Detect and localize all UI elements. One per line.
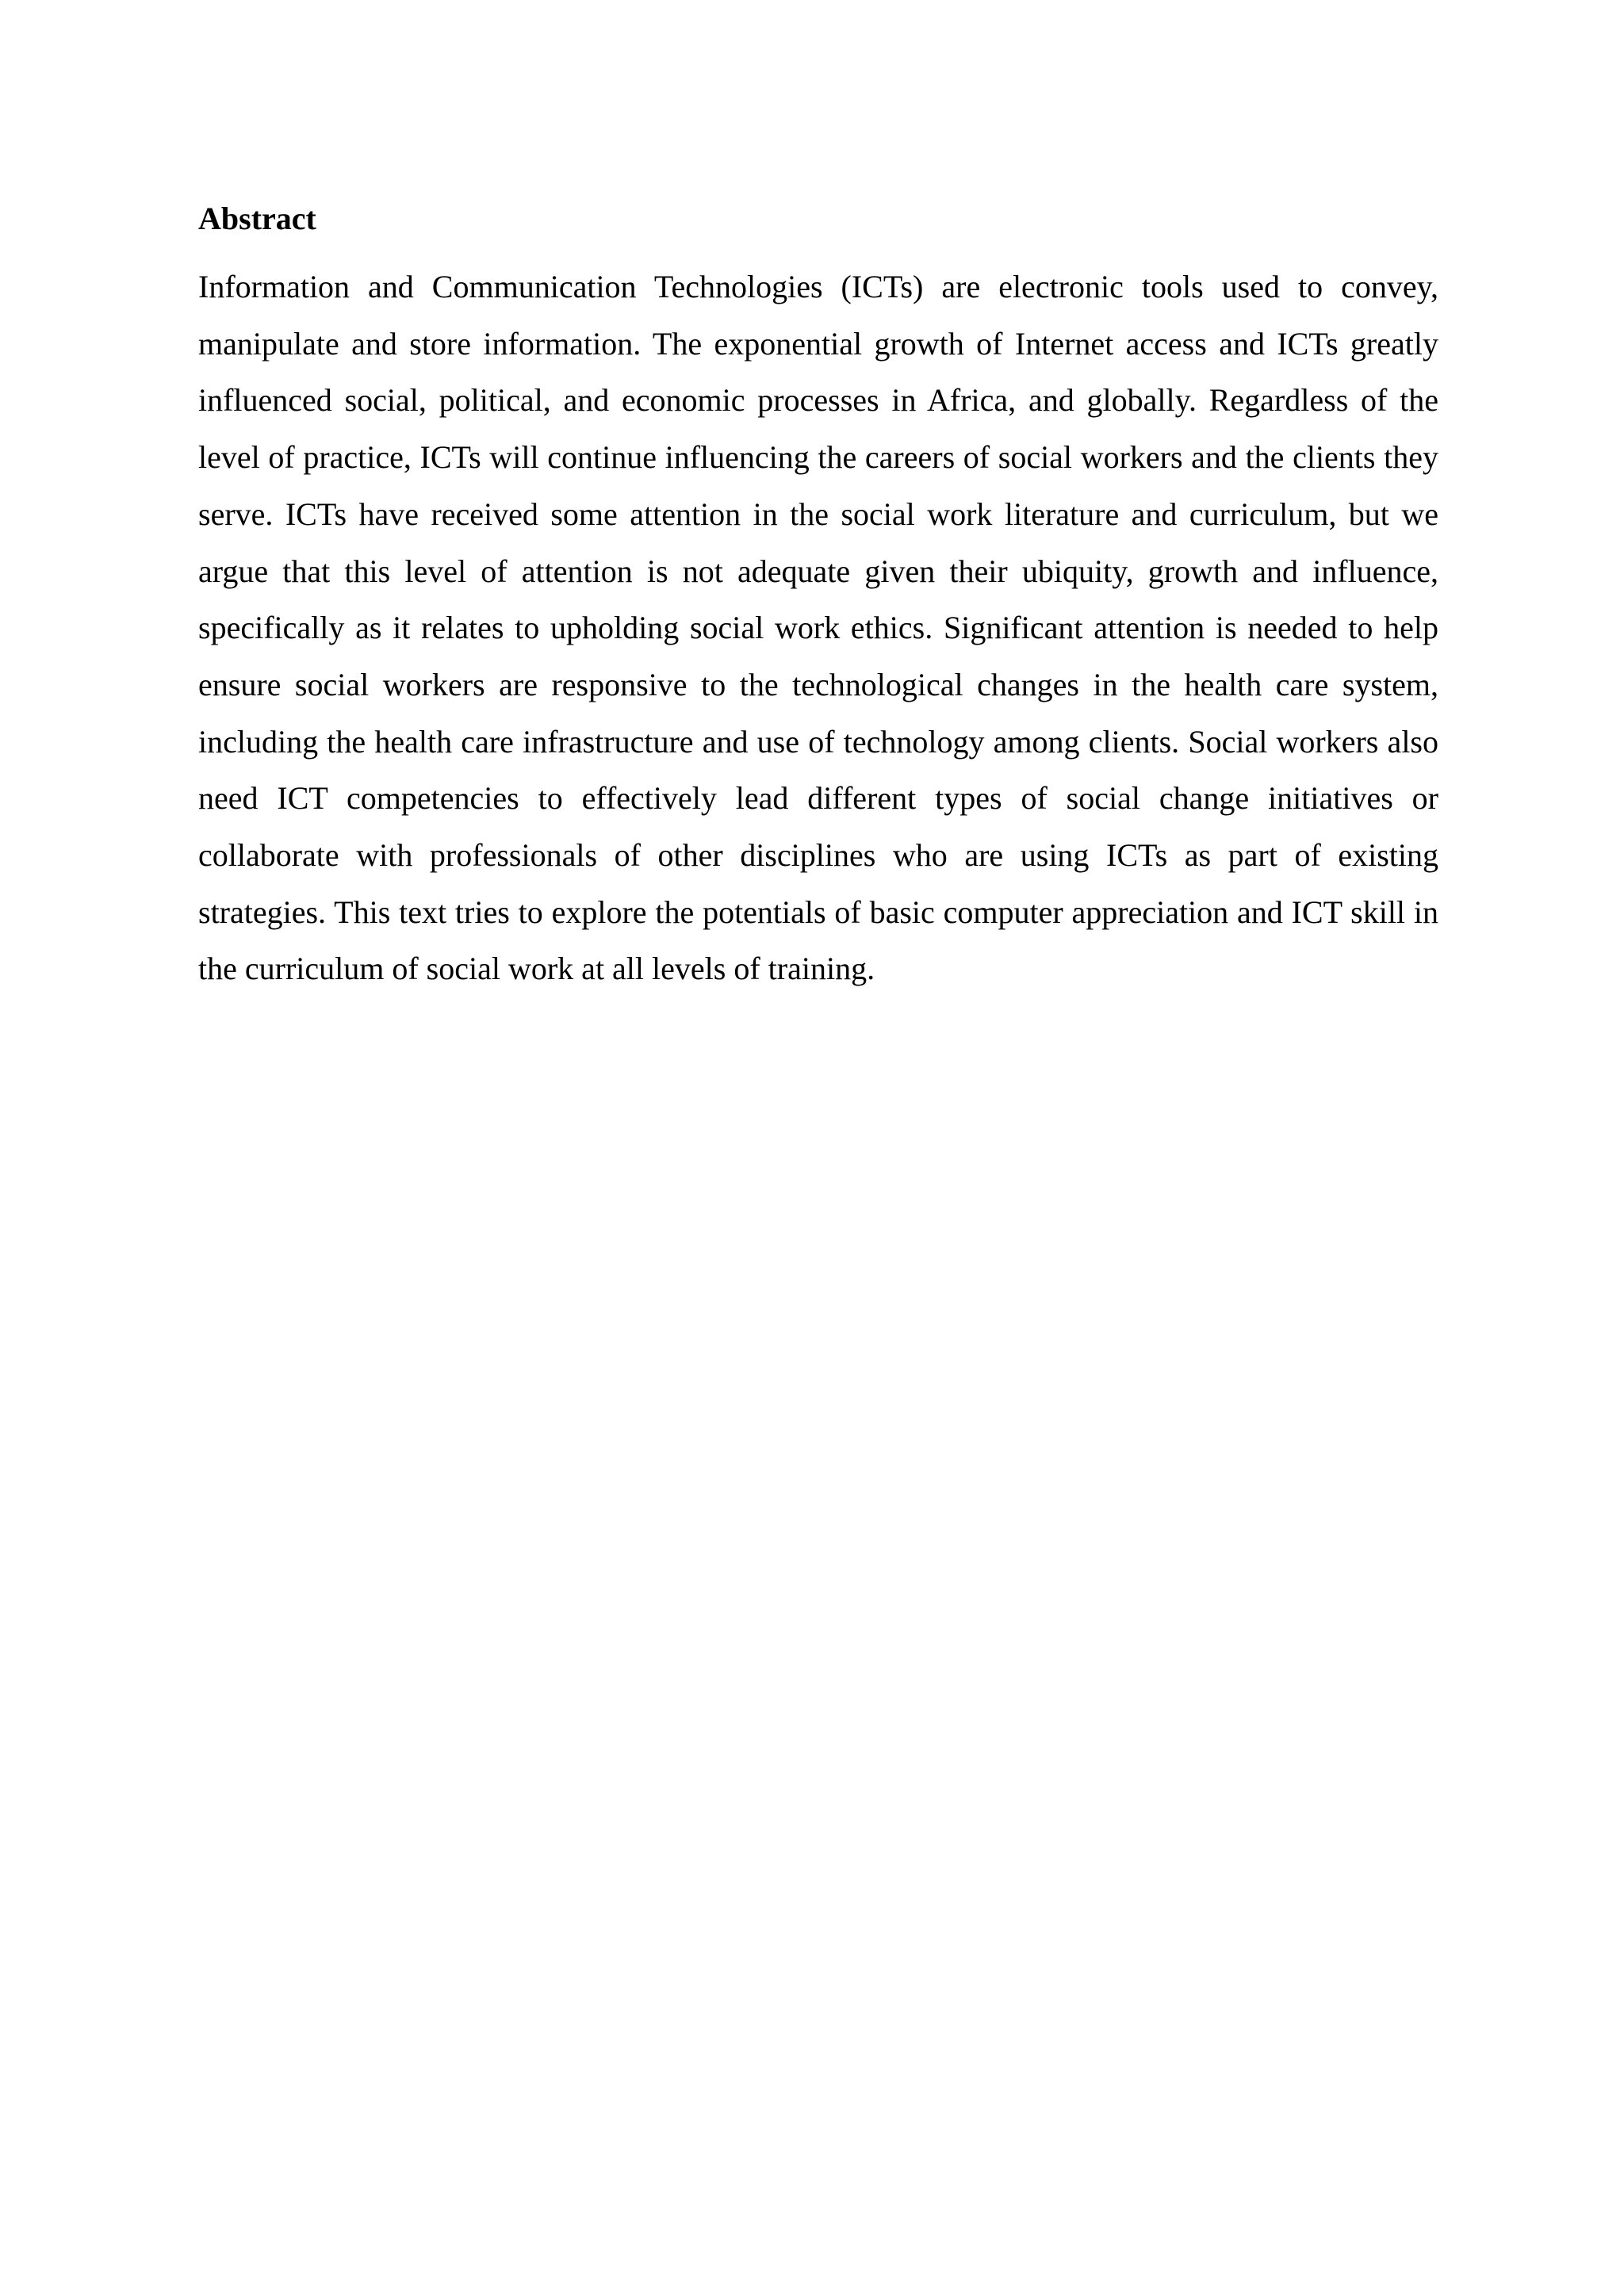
abstract-paragraph: Information and Communication Technologies (ICTs) are electronic tools used to convey, manipulate and store information. The exponential growth of Internet access and ICTs greatly influenced social, political, and economic processes in Africa, and globally. Regardless of the level of practice, ICTs will continue influencing the careers of social workers and the clients they serve. ICTs have received some attention in the social work literature and curriculum, but we argue that this level of attention is not adequate given their ubiquity, growth and influence, specifically as it relates to upholding social work ethics. Significant attention is needed to help ensure social workers are responsive to the technological changes in the health care system, including the health care infrastructure and use of technology among clients. Social workers also need ICT competencies to effectively lead different types of social change initiatives or collaborate with professionals of other disciplines who are using ICTs as part of existing strategies. This text tries to explore the potentials of basic computer appreciation and ICT skill in the curriculum of social work at all levels of training. xyxy=(198,269,1438,987)
abstract-heading: Abstract xyxy=(198,201,316,236)
abstract-section xyxy=(198,197,1438,997)
